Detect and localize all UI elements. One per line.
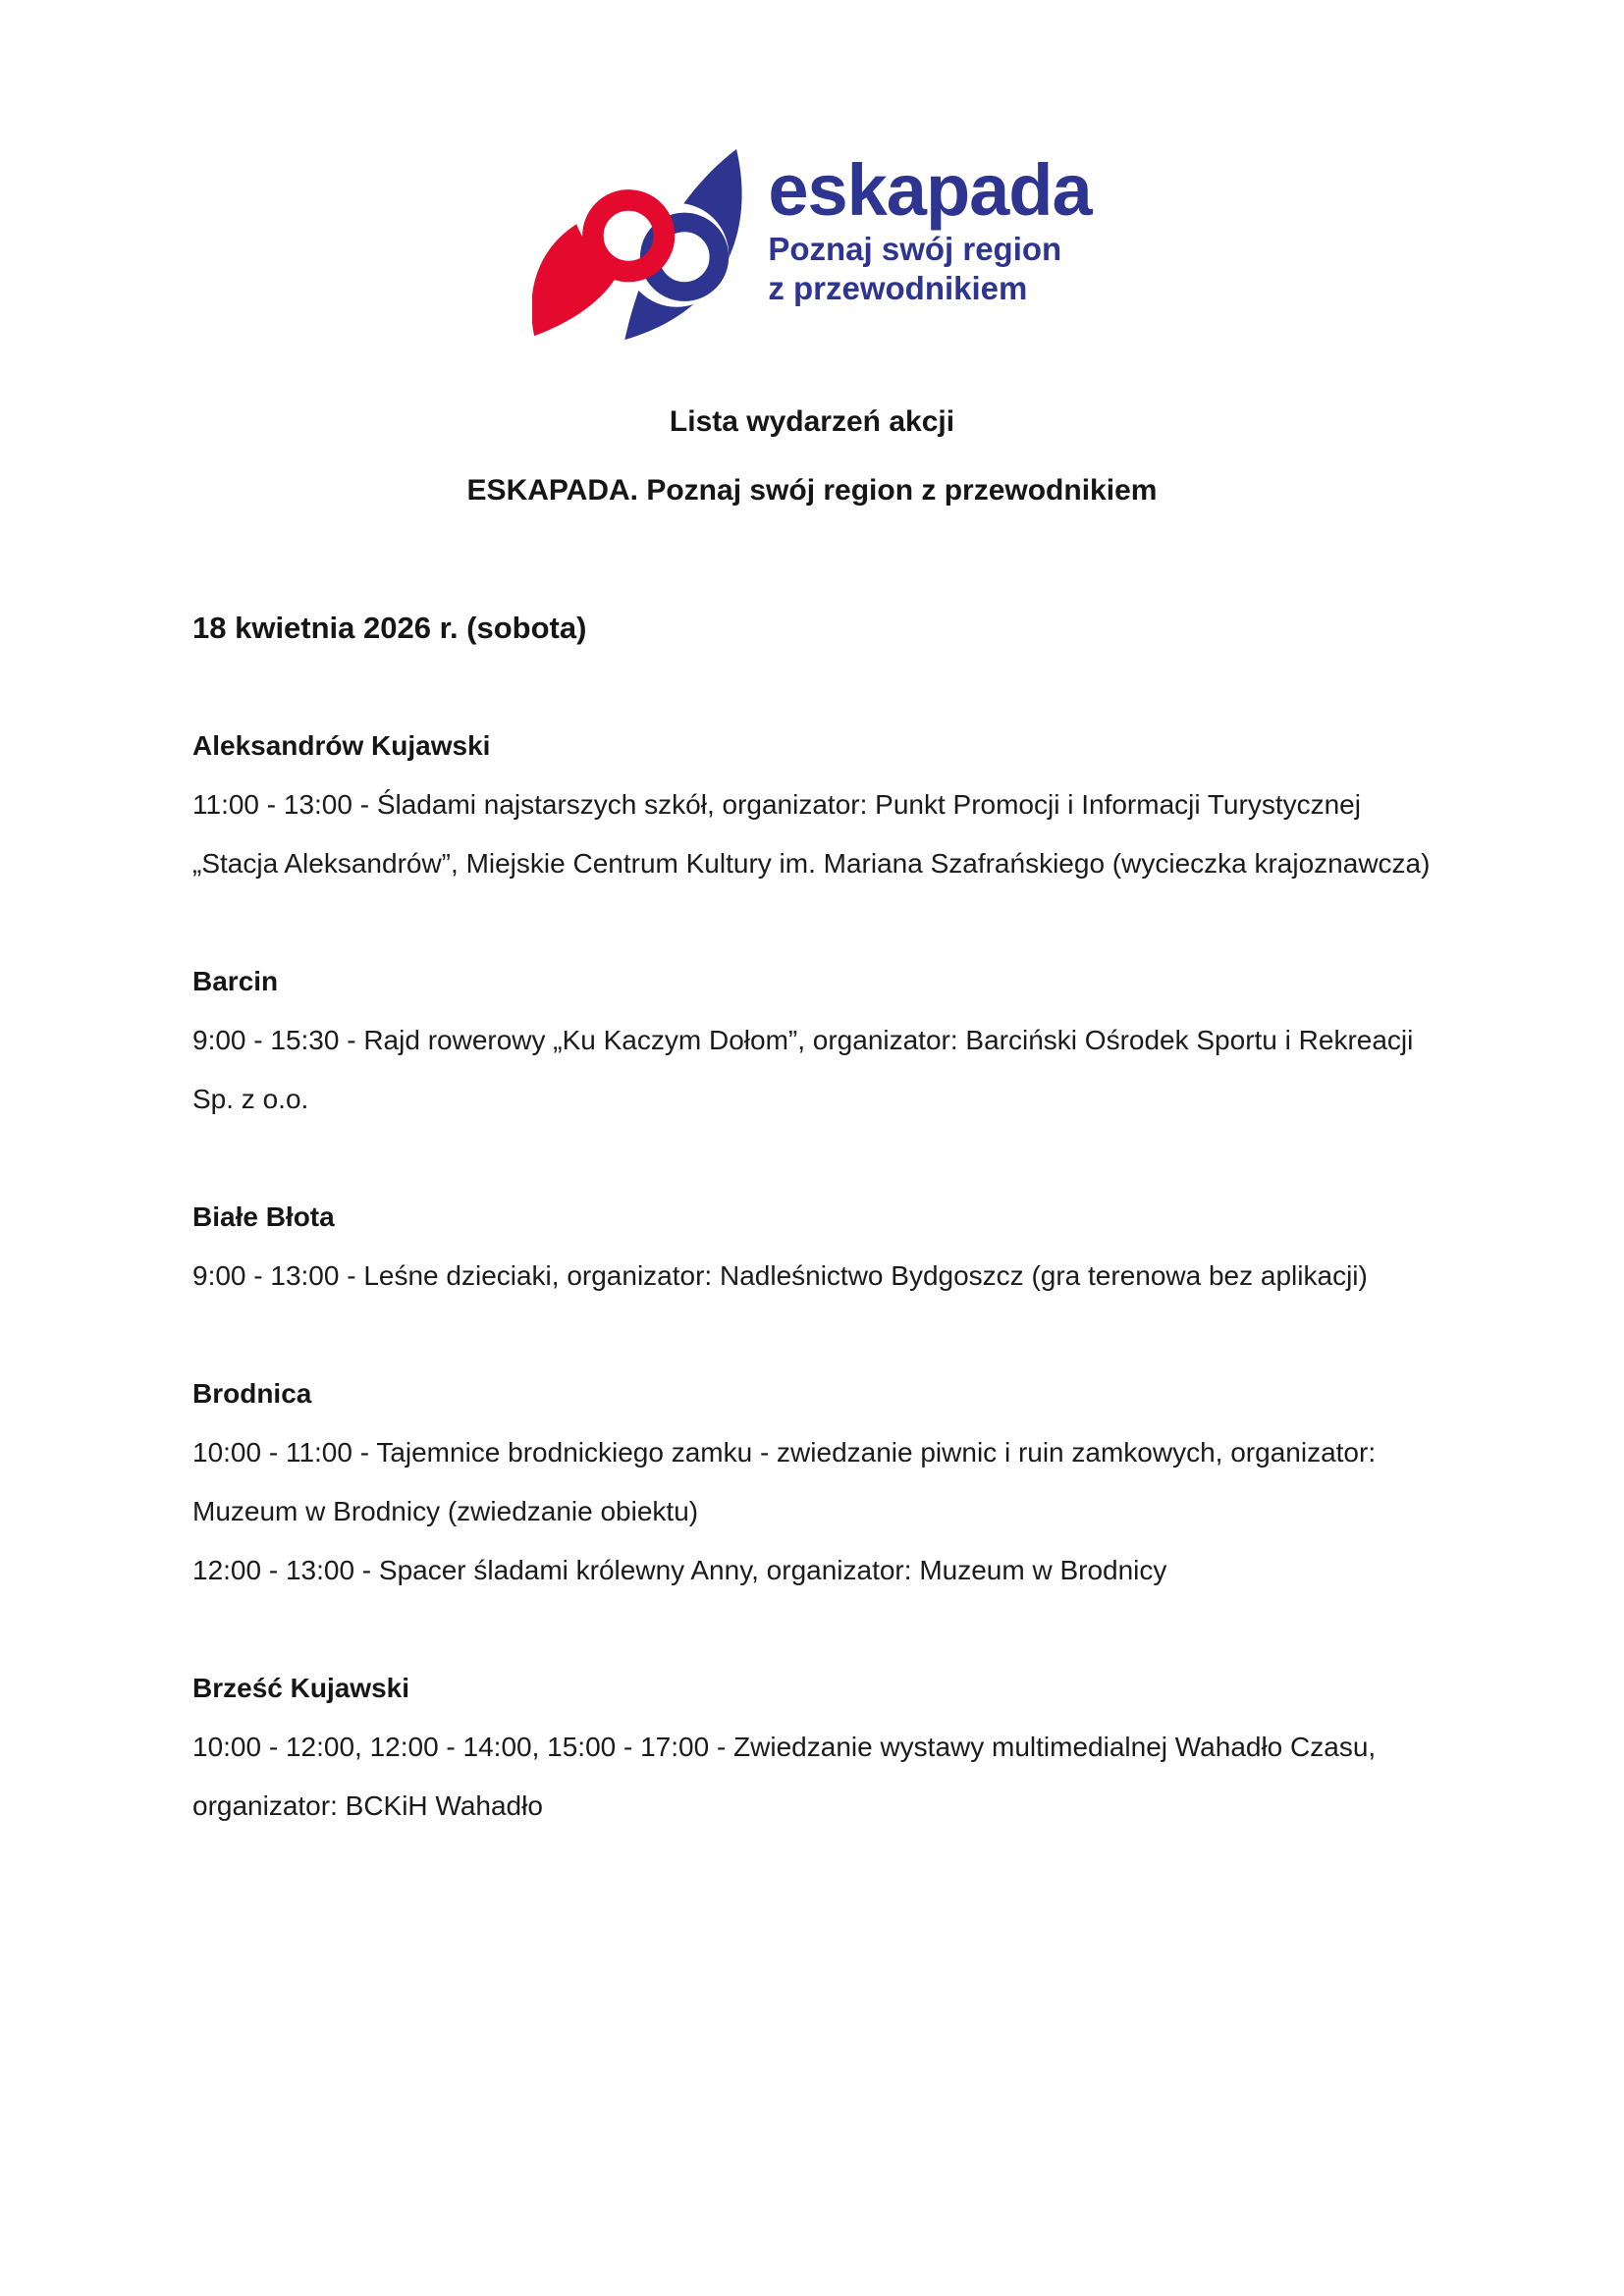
date-heading: 18 kwietnia 2026 r. (sobota): [192, 611, 587, 645]
event-block: [192, 1659, 1437, 1836]
logo-text-block: [768, 151, 1091, 308]
event-entries: [192, 775, 1437, 893]
page-title-line1: Lista wydarzeń akcji: [669, 405, 955, 438]
event-city: Brześć Kujawski: [192, 1673, 409, 1703]
event-block: [192, 952, 1437, 1129]
events-list: [192, 717, 1437, 1836]
event-city: Barcin: [192, 966, 279, 996]
page-title: [0, 400, 1624, 512]
logo-tagline-line1: Poznaj swój region: [768, 231, 1062, 267]
event-entry: 9:00 - 13:00 - Leśne dzieciaki, organizator: Nadleśnictwo Bydgoszcz (gra terenowa bez aplikacji): [192, 1260, 1368, 1291]
event-entry: 11:00 - 13:00 - Śladami najstarszych szkół, organizator: Punkt Promocji i Informacji Turystycznej „Stacja Aleksandrów”, Miejskie Centrum Kultury im. Mariana Szafrańskiego (wycieczka krajoznawcza): [192, 789, 1431, 879]
event-entries: [192, 1011, 1437, 1129]
eskapada-logo-icon: [532, 145, 744, 346]
document-content: [192, 599, 1437, 1836]
logo-tagline-line2: z przewodnikiem: [768, 270, 1028, 306]
page-title-line2: ESKAPADA. Poznaj swój region z przewodnikiem: [466, 474, 1158, 507]
event-city: Aleksandrów Kujawski: [192, 730, 491, 761]
event-entry: 12:00 - 13:00 - Spacer śladami królewny Anny, organizator: Muzeum w Brodnicy: [192, 1555, 1167, 1585]
event-entry: 9:00 - 15:30 - Rajd rowerowy „Ku Kaczym Dołom”, organizator: Barciński Ośrodek Sportu i Rekreacji Sp. z o.o.: [192, 1025, 1414, 1114]
event-entries: [192, 1423, 1437, 1600]
event-city: Brodnica: [192, 1378, 312, 1409]
event-block: [192, 717, 1437, 893]
eskapada-logo: [0, 145, 1624, 346]
event-entries: [192, 1247, 1437, 1306]
event-block: [192, 1364, 1437, 1600]
event-entry: 10:00 - 12:00, 12:00 - 14:00, 15:00 - 17:00 - Zwiedzanie wystawy multimedialnej Wahadło Czasu, organizator: BCKiH Wahadło: [192, 1732, 1377, 1821]
event-block: [192, 1188, 1437, 1306]
event-entries: [192, 1718, 1437, 1836]
event-entry: 10:00 - 11:00 - Tajemnice brodnickiego zamku - zwiedzanie piwnic i ruin zamkowych, organizator: Muzeum w Brodnicy (zwiedzanie obiektu): [192, 1437, 1377, 1526]
logo-wordmark: eskapada: [768, 149, 1092, 231]
event-city: Białe Błota: [192, 1201, 335, 1232]
